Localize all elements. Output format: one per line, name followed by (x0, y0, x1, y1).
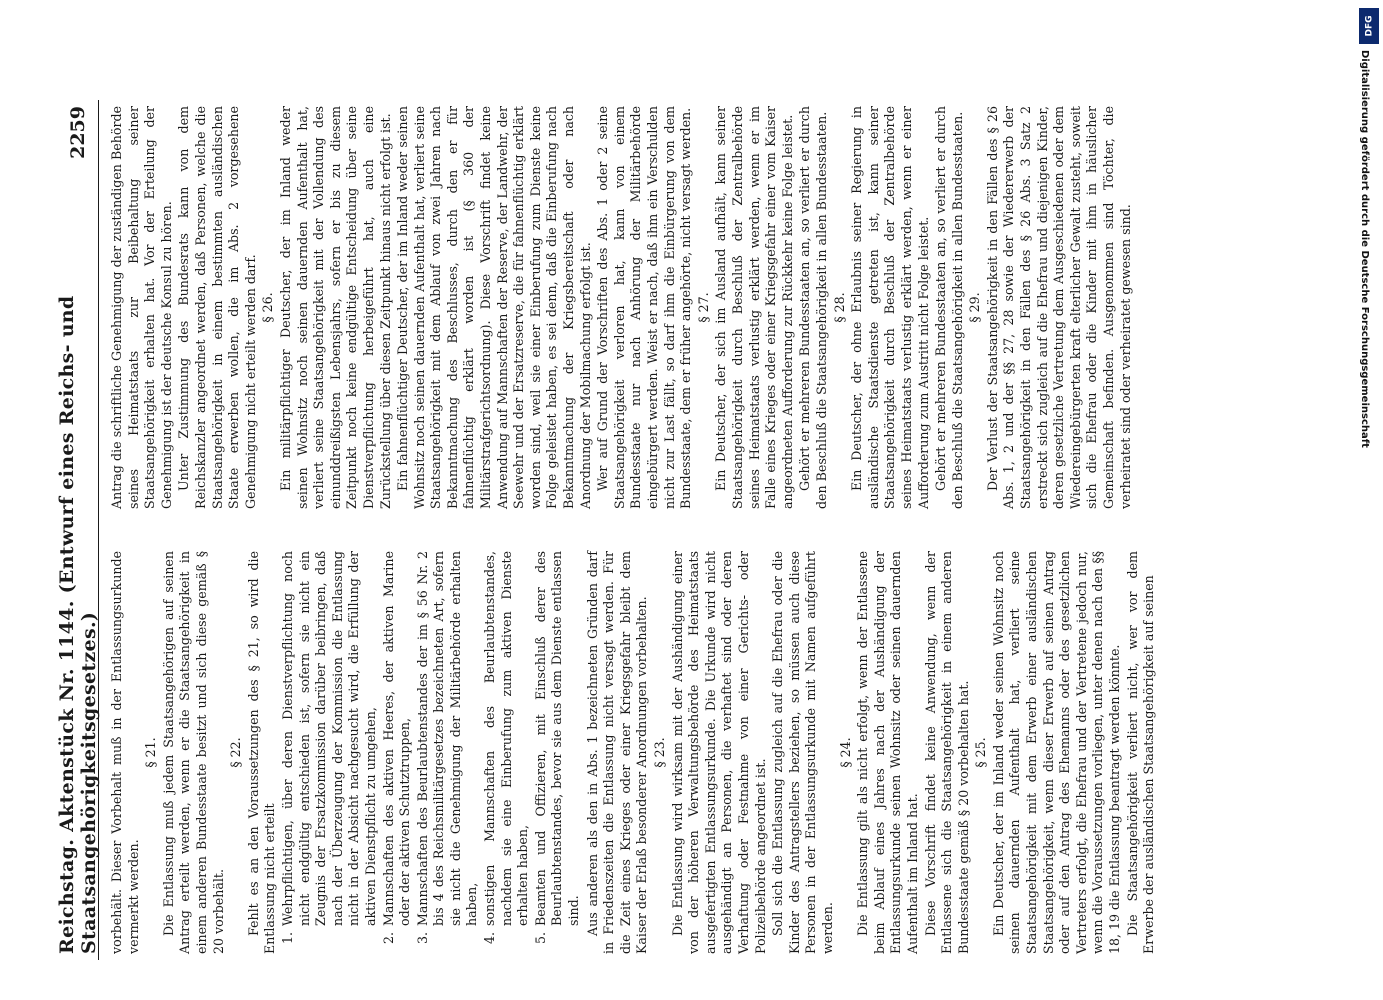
list-number: 4. (482, 932, 498, 945)
paragraph: Ein Deutscher, der ohne Erlaubnis seiner Regierung in ausländische Staatsdienste getreten ist, kann seiner Staatsangehörigkeit durch Beschluß der Zentralbehörde seines Heimatstaats verlustig erklärt werden, wenn er einer Aufforderung zum Austritt nicht Folge leistet. (849, 106, 931, 509)
section-heading: § 27. (695, 292, 711, 323)
paragraph: Die Staatsangehörigkeit verliert nicht, wer vor dem Erwerbe der ausländischen Staatsangehörigkeit auf seinen (1124, 551, 1157, 954)
section-heading: § 29. (967, 292, 983, 323)
paragraph: Ein militärpflichtiger Deutscher, der im Inland weder seinen Wohnsitz noch seinen dauernden Aufenthalt hat, verliert seine Staatsangehörigkeit mit der Vollendung des einunddreißigsten Lebensjahrs, sofern er bis zu diesem Zeitpunkt noch keine endgültige Entscheidung über seine Dienstverpflichtung herbeigeführt hat, auch eine Zurückstellung über diesen Zeitpunkt hinaus nicht erfolgt ist. (277, 106, 393, 509)
list-item (533, 551, 583, 954)
numbered-list (280, 551, 583, 954)
paragraph: Der Verlust der Staatsangehörigkeit in den Fällen des § 26 Abs. 1, 2 und der §§ 27, 28 sowie der Wiedererwerb der Staatsangehörigkeit in den Fällen des § 26 Abs. 3 Satz 2 erstreckt sich zugleich auf die Ehefrau und diejenigen Kinder, deren gesetzliche Vertretung dem Ausgeschiedenen oder dem Wiedereingebürgerten kraft elterlicher Gewalt zusteht, soweit sich die Ehefrau oder die Kinder mit ihm in häuslicher Gemeinschaft befinden. Ausgenommen sind Töchter, die verheiratet sind oder verheiratet gewesen sind. (984, 106, 1133, 509)
column-right (109, 106, 1159, 509)
list-item (482, 551, 532, 954)
list-text: Mannschaften des Beurlaubtenstandes der im § 56 Nr. 2 bis 4 des Reichsmilitärgesetzes bezeichneten Art, sofern sie nicht die Genehmigung der Militärbehörde erhalten haben, (414, 551, 480, 926)
page-header (58, 100, 99, 960)
dfg-logo (1359, 8, 1379, 44)
section-heading: § 23. (652, 737, 667, 768)
digitization-sidebar (1355, 0, 1383, 1000)
paragraph: Ein fahnenflüchtiger Deutscher, der im Inland weder seinen Wohnsitz noch seinen dauernden Aufenthalt hat, verliert seine Staatsangehörigkeit mit dem Ablauf von zwei Jahren nach Bekanntmachung des Beschlusses, durch den er für fahnenflüchtig erklärt worden ist (§ 360 der Militärstrafgerichtsordnung). Diese Vorschrift findet keine Anwendung auf Mannschaften der Reserve, der Landwehr, der Seewehr und der Ersatzreserve, die für fahnenflüchtig erklärt worden sind, weil sie einer Einberufung zum Dienste keine Folge geleistet haben, es sei denn, daß die Einberufung nach Bekanntmachung der Kriegsbereitschaft oder nach Anordnung der Mobilmachung erfolgt ist. (395, 106, 593, 509)
paragraph: vorbehält. Dieser Vorbehalt muß in der Entlassungsurkunde vermerkt werden. (109, 551, 141, 954)
paragraph: Unter Zustimmung des Bundesrats kann von dem Reichskanzler angeordnet werden, daß Personen, welche die Staatsangehörigkeit in einem bestimmten ausländischen Staate erwerben wollen, die im Abs. 2 vorgesehene Genehmigung nicht erteilt werden darf. (176, 106, 258, 509)
running-head: Reichstag. Aktenstück Nr. 1144. (Entwurf eines Reichs- und Staatsangehörigkeitsgesetzes.) (56, 295, 100, 954)
section-heading: § 22. (228, 737, 244, 768)
paragraph: Soll sich die Entlassung zugleich auf die Ehefrau oder die Kinder des Antragstellers beziehen, so müssen auch diese Personen in der Entlassungsurkunde mit Namen aufgeführt werden. (770, 551, 835, 954)
section-heading: § 26. (260, 292, 276, 323)
list-text: Wehrpflichtigen, über deren Dienstverpflichtung noch nicht endgültig entschieden ist, sofern sie nicht ein Zeugnis der Ersatzkommission darüber beibringen, daß nach der Überzeugung der Kommission die Entlassung nicht in der Absicht nachgesucht wird, die Erfüllung der aktiven Dienstpflicht zu umgehen, (279, 551, 378, 926)
list-number: 3. (414, 932, 430, 945)
list-text: sonstigen Mannschaften des Beurlaubtenstandes, nachdem sie eine Einberufung zum aktiven Dienste erhalten haben, (482, 551, 531, 926)
list-number: 5. (532, 932, 548, 945)
section-heading: § 24. (837, 737, 853, 768)
paragraph: Ein Deutscher, der sich im Ausland aufhält, kann seiner Staatsangehörigkeit durch Beschluß der Zentralbehörde seines Heimatstaats verlustig erklärt werden, wenn er im Falle eines Krieges oder einer Kriegsgefahr einer vom Kaiser angeordneten Aufforderung zur Rückkehr keine Folge leistet. (713, 106, 795, 509)
paragraph: Gehört er mehreren Bundesstaaten an, so verliert er durch den Beschluß die Staatsangehörigkeit in allen Bundesstaaten. (933, 106, 965, 509)
section-heading: § 25. (973, 737, 989, 768)
paragraph: Die Entlassung wird wirksam mit der Aushändigung einer von der höheren Verwaltungsbehörde des Heimatstaats ausgefertigten Entlassungsurkunde. Die Urkunde wird nicht ausgehändigt an Personen, die verhaftet sind oder deren Verhaftung oder Festnahme von einer Gerichts- oder Polizeibehörde angeordnet ist. (669, 551, 768, 954)
paragraph: Diese Vorschrift findet keine Anwendung, wenn der Entlassene sich die Staatsangehörigkeit in einem anderen Bundesstaate gemäß § 20 vorbehalten hat. (922, 551, 971, 954)
list-text: Beamten und Offizieren, mit Einschluß derer des Beurlaubtenstandes, bevor sie aus dem Dienste entlassen sind. (532, 551, 582, 926)
paragraph: Fehlt es an den Voraussetzungen des § 21, so wird die Entlassung nicht erteilt (245, 551, 278, 954)
list-number: 1. (279, 932, 295, 945)
list-item (381, 551, 414, 954)
column-left (109, 551, 1159, 954)
rotated-page (58, 100, 1298, 960)
text-columns (99, 100, 1159, 960)
list-item (415, 551, 481, 954)
dfg-logo-text: DFG (1364, 15, 1375, 37)
page-number: 2259 (67, 106, 89, 159)
paragraph: Aus anderen als den in Abs. 1 bezeichneten Gründen darf in Friedenszeiten die Entlassung nicht versagt werden. Für die Zeit eines Krieges oder einer Kriegsgefahr bleibt dem Kaiser der Erlaß besonderer Anordnungen vorbehalten. (584, 551, 650, 954)
list-number: 2. (380, 932, 396, 945)
paragraph: Ein Deutscher, der im Inland weder seinen Wohnsitz noch seinen dauernden Aufenthalt hat, verliert seine Staatsangehörigkeit mit dem Erwerb einer ausländischen Staatsangehörigkeit, wenn dieser Erwerb auf seinen Antrag oder auf den Antrag des Ehemanns oder des gesetzlichen Vertreters erfolgt, die Ehefrau und der Vertretene jedoch nur, wenn die Voraussetzungen vorliegen, unter denen nach den §§ 18, 19 die Entlassung beantragt werden könnte. (990, 551, 1123, 954)
section-heading: § 28. (831, 292, 847, 323)
list-item (280, 551, 380, 954)
paragraph: Die Entlassung gilt als nicht erfolgt, wenn der Entlassene beim Ablauf eines Jahres nach der Aushändigung der Entlassungsurkunde seinen Wohnsitz oder seinen dauernden Aufenthalt im Inland hat. (855, 551, 920, 954)
list-text: Mannschaften des aktiven Heeres, der aktiven Marine oder der aktiven Schutztruppen, (380, 551, 413, 926)
paragraph: Antrag die schriftliche Genehmigung der zuständigen Behörde seines Heimatstaats zur Beibehaltung seiner Staatsangehörigkeit erhalten hat. Vor der Erteilung der Genehmigung ist der deutsche Konsul zu hören. (109, 106, 174, 509)
section-heading: § 21. (143, 737, 159, 768)
paragraph: Die Entlassung muß jedem Staatsangehörigen auf seinen Antrag erteilt werden, wenn er die Staatsangehörigkeit in einem anderen Bundesstaate besitzt und sich diese gemäß § 20 vorbehält. (160, 551, 226, 954)
paragraph: Wer auf Grund der Vorschriften des Abs. 1 oder 2 seine Staatsangehörigkeit verloren hat, kann von einem Bundesstaate nur nach Anhörung der Militärbehörde eingebürgert werden. Weist er nach, daß ihm ein Verschulden nicht zur Last fällt, so darf ihm die Einbürgerung von dem Bundesstaate, dem er früher angehörte, nicht versagt werden. (595, 106, 694, 509)
digitization-credit: Digitalisierung gefördert durch die Deutsche Forschungsgemeinschaft (1359, 50, 1370, 448)
paragraph: Gehört er mehreren Bundesstaaten an, so verliert er durch den Beschluß die Staatsangehörigkeit in allen Bundesstaaten. (797, 106, 829, 509)
